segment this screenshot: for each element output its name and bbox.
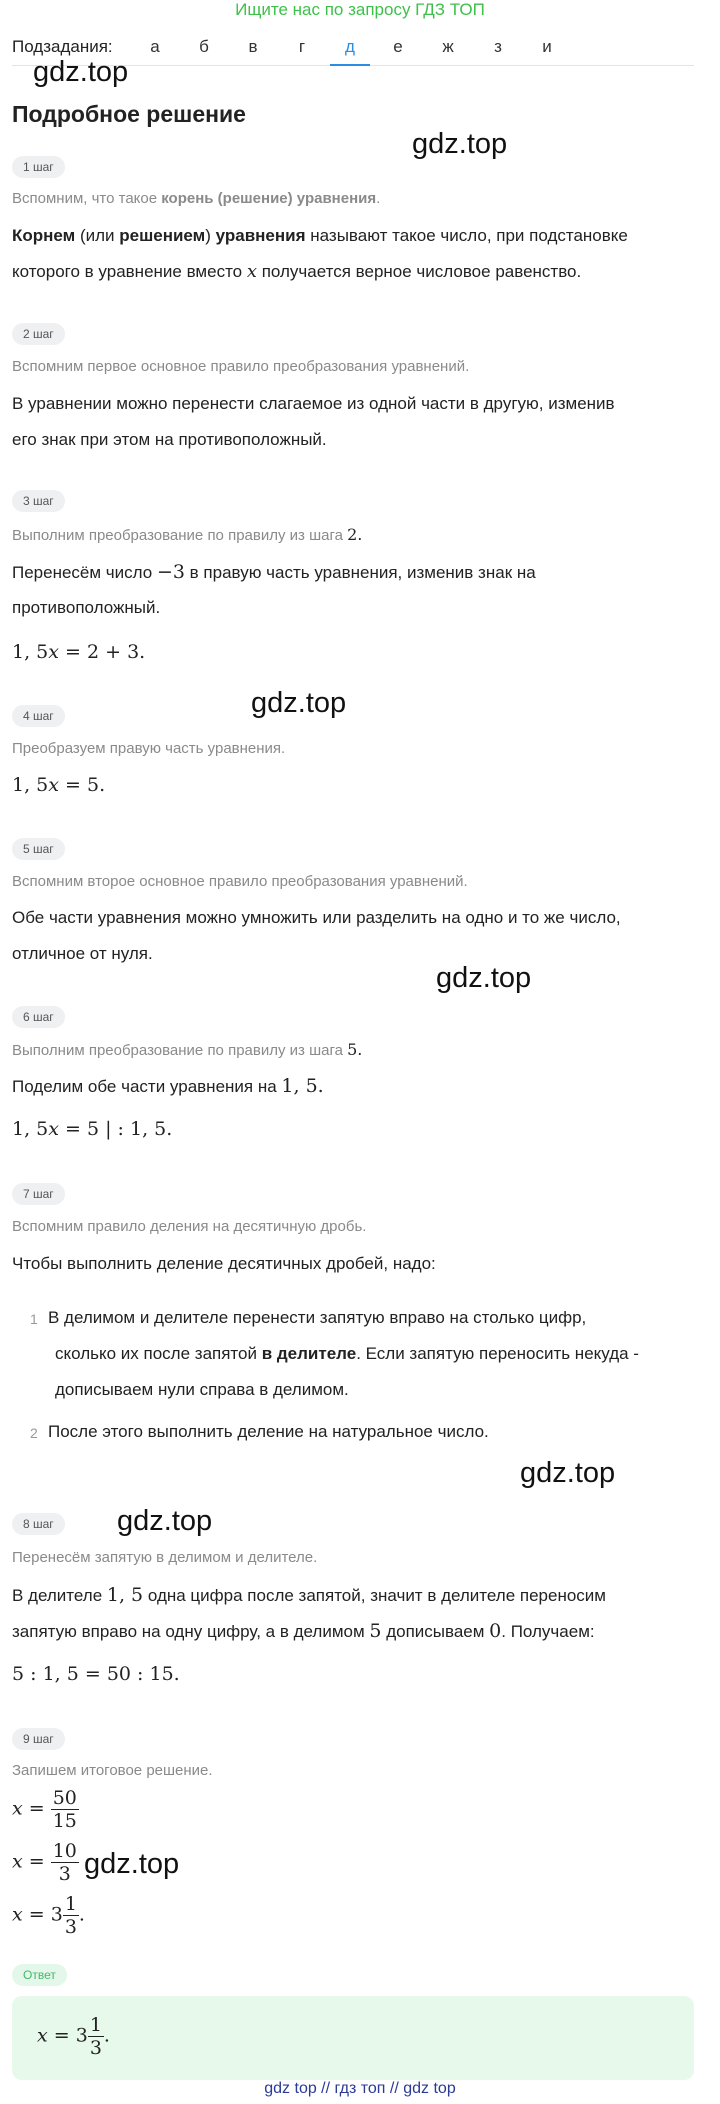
step-hint: Вспомним правило деления на десятичную дробь. (12, 1218, 367, 1235)
watermark: gdz.top (84, 1848, 180, 1880)
subtasks-label: Подзадания: (12, 37, 113, 56)
step-badge: 5 шаг (12, 838, 65, 860)
final-equation: x = $\frac{50}{15}$ (12, 1787, 77, 1832)
final-equation: x = 3 $\frac{1}{3}$ . (12, 1893, 85, 1938)
tab-g[interactable]: г (298, 37, 306, 56)
step-badge: 8 шаг (12, 1513, 65, 1535)
watermark: gdz.top (412, 128, 508, 160)
step-badge: 7 шаг (12, 1183, 65, 1205)
step-text: его знак при этом на противоположный. (12, 430, 327, 449)
list-item-text: дописываем нули справа в делимом. (55, 1380, 349, 1399)
equation: 1, 5x = 5 | : 1, 5. (12, 1118, 173, 1140)
step-hint: Запишем итоговое решение. (12, 1762, 213, 1779)
tab-zh[interactable]: ж (442, 37, 454, 56)
fraction: $\frac{1}{3}$ (64, 1893, 77, 1938)
answer-box (12, 1996, 694, 2080)
step-text: Обе части уравнения можно умножить или разделить на одно и то же число, (12, 908, 621, 927)
step-badge: 4 шаг (12, 705, 65, 727)
top-banner: Ищите нас по запросу ГДЗ ТОП (235, 0, 485, 19)
step-badge: 9 шаг (12, 1728, 65, 1750)
list-item-text: сколько их после запятой в делителе. Если запятую переносить некуда - (55, 1344, 639, 1363)
tab-a[interactable]: а (150, 37, 160, 56)
final-equation: x = $\frac{10}{3}$ (12, 1840, 77, 1885)
step-badge: 1 шаг (12, 156, 65, 178)
step-hint: Вспомним, что такое корень (решение) уравнения. (12, 190, 381, 207)
step-text: В уравнении можно перенести слагаемое из одной части в другую, изменив (12, 394, 615, 413)
answer-badge: Ответ (12, 1964, 67, 1986)
step-badge: 3 шаг (12, 490, 65, 512)
tab-v[interactable]: в (248, 37, 258, 56)
step-badge: 2 шаг (12, 323, 65, 345)
step-hint: Вспомним первое основное правило преобразования уравнений. (12, 358, 470, 375)
fraction: $\frac{50}{15}$ (52, 1787, 77, 1832)
watermark: gdz.top (436, 962, 532, 994)
watermark: gdz.top (520, 1457, 616, 1489)
equation: 1, 5x = 5. (12, 774, 106, 796)
step-text: Поделим обе части уравнения на 1, 5. (12, 1075, 324, 1097)
active-tab-indicator (330, 64, 370, 66)
step-text: отличное от нуля. (12, 944, 153, 963)
step-hint: Преобразуем правую часть уравнения. (12, 740, 286, 757)
list-item-text: В делимом и делителе перенести запятую вправо на столько цифр, (48, 1308, 587, 1327)
step-text: противоположный. (12, 598, 161, 617)
watermark: gdz.top (117, 1505, 213, 1537)
tab-z[interactable]: з (494, 37, 502, 56)
answer-equation: x = 3 $\frac{1}{3}$ . (37, 2014, 110, 2059)
watermark: gdz.top (33, 56, 129, 88)
tab-i[interactable]: и (542, 37, 552, 56)
list-number: 2 (30, 1425, 38, 1441)
step-badge: 6 шаг (12, 1006, 65, 1028)
list-number: 1 (30, 1311, 38, 1327)
fraction: $\frac{10}{3}$ (52, 1840, 77, 1885)
step-text: В делителе 1, 5 одна цифра после запятой, значит в делителе переносим (12, 1584, 606, 1606)
step-text: Чтобы выполнить деление десятичных дробей, надо: (12, 1254, 436, 1273)
step-text: Перенесём число −3 в правую часть уравнения, изменив знак на (12, 561, 536, 583)
equation: 1, 5x = 2 + 3. (12, 641, 146, 663)
step-text: запятую вправо на одну цифру, а в делимом 5 дописываем 0. Получаем: (12, 1620, 595, 1642)
tab-d[interactable]: д (345, 37, 355, 56)
step-hint: Выполним преобразование по правилу из шага 5. (12, 1040, 363, 1059)
list-item-text: После этого выполнить деление на натуральное число. (48, 1422, 489, 1441)
step-hint: Перенесём запятую в делимом и делителе. (12, 1549, 318, 1566)
step-text: Корнем (или решением) уравнения называют такое число, при подстановке (12, 226, 628, 245)
tab-b[interactable]: б (199, 37, 209, 56)
footer-links: gdz top // гдз топ // gdz top (264, 2080, 456, 2097)
step-hint: Вспомним второе основное правило преобразования уравнений. (12, 873, 468, 890)
step-text: которого в уравнение вместо x получается верное числовое равенство. (12, 261, 582, 282)
solution-title: Подробное решение (12, 101, 246, 127)
watermark: gdz.top (251, 687, 347, 719)
equation: 5 : 1, 5 = 50 : 15. (12, 1663, 180, 1685)
tab-e[interactable]: е (393, 37, 403, 56)
step-hint: Выполним преобразование по правилу из шага 2. (12, 525, 363, 544)
fraction: $\frac{1}{3}$ (89, 2014, 102, 2059)
